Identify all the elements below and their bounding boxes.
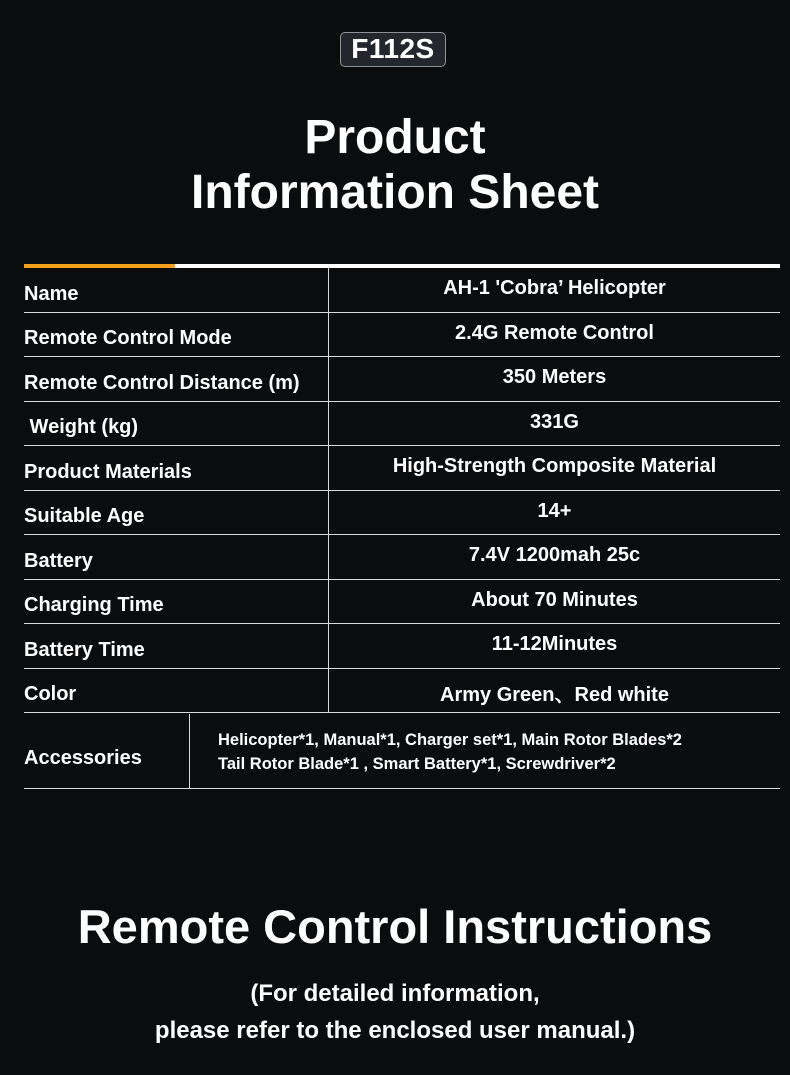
accessories-label: Accessories: [24, 747, 142, 769]
accessories-line-1: Helicopter*1, Manual*1, Charger set*1, Main Rotor Blades*2: [218, 731, 682, 749]
accessories-list: [218, 728, 682, 776]
row-label: Name: [24, 282, 79, 305]
title-line-1: Product: [304, 111, 486, 164]
table-row: [24, 580, 780, 625]
table-row: [24, 669, 780, 714]
note-line-1: (For detailed information,: [250, 980, 540, 1007]
table-row: [24, 357, 780, 402]
row-label: Remote Control Mode: [24, 327, 232, 349]
row-label: Suitable Age: [24, 505, 145, 527]
row-value: 331G: [530, 410, 579, 433]
table-row: [24, 313, 780, 358]
note-line-2: please refer to the enclosed user manual.): [154, 1017, 636, 1044]
row-value: 14+: [537, 499, 572, 522]
row-label: Product Materials: [24, 460, 192, 483]
row-value: 11-12Minutes: [491, 633, 618, 655]
column-divider: [189, 714, 190, 788]
spec-table: [24, 268, 780, 789]
row-value: 7.4V 1200mah 25c: [468, 544, 641, 566]
table-row: [24, 268, 780, 313]
row-value: 350 Meters: [502, 366, 607, 388]
table-row: [24, 446, 780, 491]
table-row: [24, 624, 780, 669]
table-row: [24, 402, 780, 447]
instructions-heading: Remote Control Instructions: [77, 900, 713, 953]
table-row: [24, 535, 780, 580]
row-label: Battery: [24, 549, 93, 572]
row-label: Color: [24, 683, 77, 705]
row-value: AH-1 'Cobra’ Helicopter: [443, 277, 666, 299]
table-row: [24, 491, 780, 536]
row-value: Army Green、Red white: [440, 683, 669, 706]
row-value: About 70 Minutes: [471, 588, 638, 611]
row-value: High-Strength Composite Material: [392, 455, 717, 477]
instructions-note: [0, 975, 790, 1049]
accessories-row: [24, 713, 780, 789]
row-label: Remote Control Distance (m): [24, 371, 300, 394]
row-label: Weight (kg): [24, 416, 139, 438]
page-title: [0, 110, 790, 220]
row-value: 2.4G Remote Control: [455, 321, 654, 344]
row-label: Battery Time: [24, 638, 145, 661]
model-badge: F112S: [340, 32, 446, 67]
title-line-2: Information Sheet: [190, 166, 600, 219]
row-label: Charging Time: [24, 594, 164, 616]
accessories-line-2: Tail Rotor Blade*1 , Smart Battery*1, Screwdriver*2: [218, 755, 616, 773]
